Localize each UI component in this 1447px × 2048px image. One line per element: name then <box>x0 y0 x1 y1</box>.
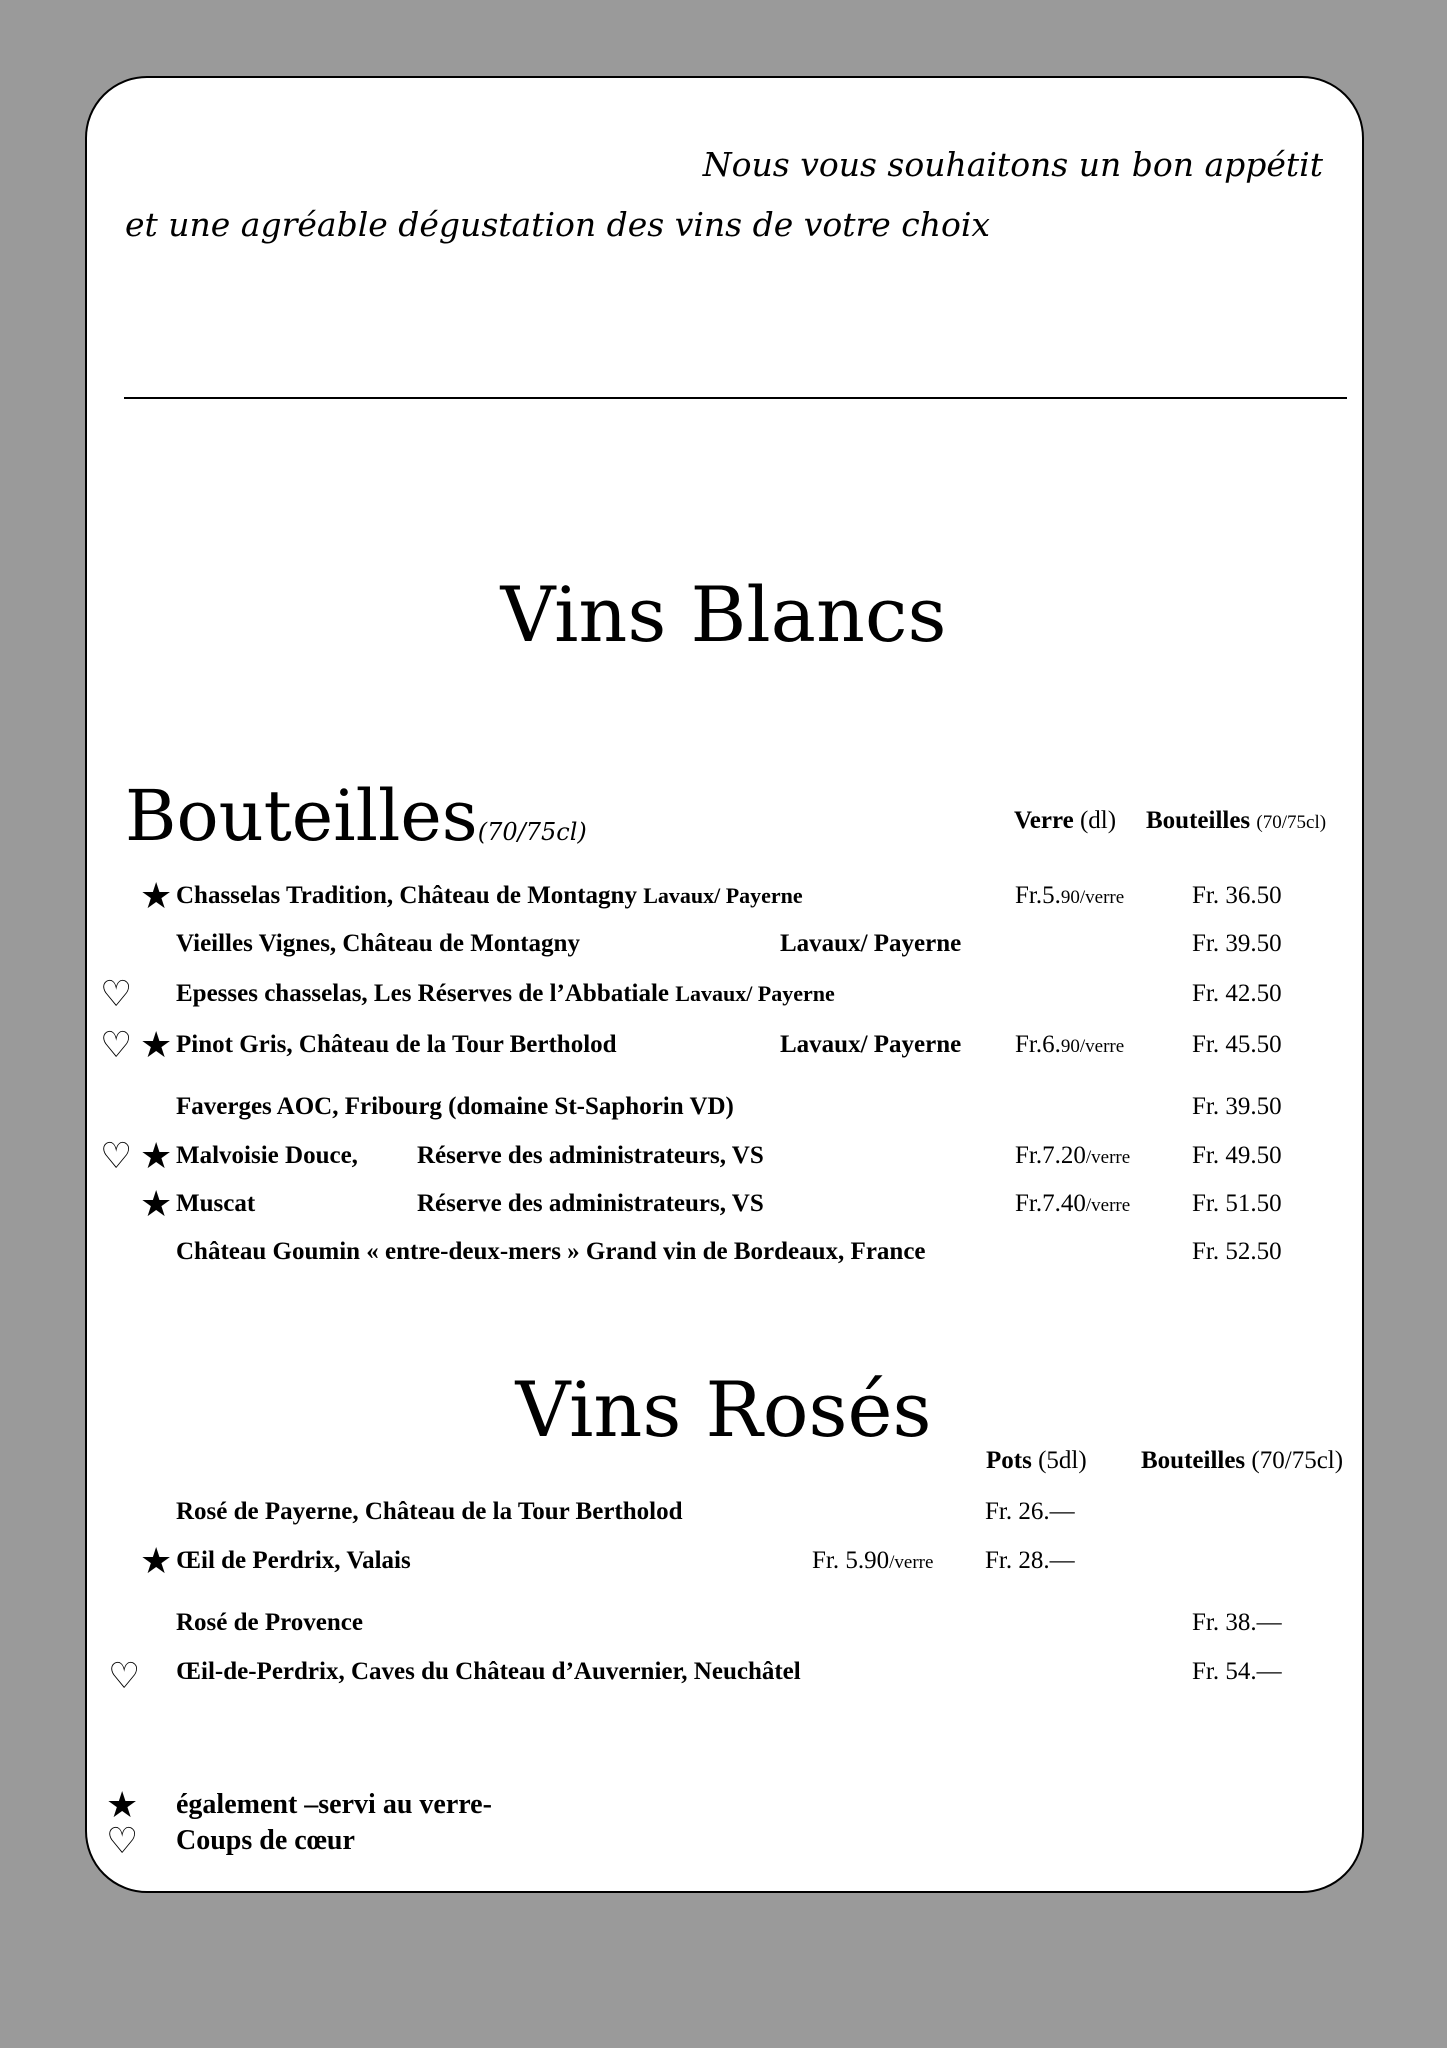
verre-price <box>812 1546 933 1578</box>
verre-price-main: Fr.6. <box>1015 1031 1061 1058</box>
bouteilles-heading <box>125 775 587 857</box>
wine-name: Muscat <box>176 1190 256 1217</box>
header-line-2: et une agréable dégustation des vins de votre choix <box>125 205 991 244</box>
wine-name: Œil-de-Perdrix, Caves du Château d’Auvernier, Neuchâtel <box>176 1658 801 1685</box>
col-bouteilles-unit: (70/75cl) <box>1256 812 1327 833</box>
header-line-1: Nous vous souhaitons un bon appétit <box>702 145 1323 184</box>
star-icon: ★ <box>140 1541 173 1581</box>
divider <box>124 397 1347 399</box>
verre-price <box>1015 1189 1130 1221</box>
verre-price-unit: 90/verre <box>1060 1036 1125 1057</box>
verre-price-unit: /verre <box>1085 1147 1131 1168</box>
bottle-price: Fr. 51.50 <box>1192 1190 1282 1217</box>
wine-name: Vieilles Vignes, Château de Montagny <box>176 930 580 957</box>
bottle-price: Fr. 54.— <box>1192 1658 1282 1685</box>
verre-price-main: Fr.7.20 <box>1015 1142 1086 1169</box>
wine-origin: Lavaux/ Payerne <box>675 981 835 1006</box>
legend-star-label: également –servi au verre- <box>176 1789 492 1820</box>
wine-name <box>176 979 835 1009</box>
wine-origin: Lavaux/ Payerne <box>780 930 962 957</box>
heart-icon: ♡ <box>100 974 133 1014</box>
heart-icon: ♡ <box>100 1025 133 1065</box>
col-header-verre <box>1014 806 1116 836</box>
star-icon: ★ <box>106 1785 139 1825</box>
verre-price-main: Fr.7.40 <box>1015 1190 1086 1217</box>
col-verre-unit: (dl) <box>1079 807 1117 834</box>
bouteilles-heading-note: (70/75cl) <box>477 818 587 846</box>
section-title-roses: Vins Rosés <box>515 1365 932 1454</box>
col-header-bouteilles <box>1146 806 1326 838</box>
col-header-pots <box>986 1446 1087 1476</box>
bottle-price: Fr. 52.50 <box>1192 1238 1282 1265</box>
verre-price <box>1015 1030 1124 1062</box>
pot-price: Fr. 28.— <box>985 1547 1075 1574</box>
star-icon: ★ <box>140 1025 173 1065</box>
wine-origin: Lavaux/ Payerne <box>643 883 803 908</box>
bottle-price: Fr. 39.50 <box>1192 930 1282 957</box>
verre-price <box>1015 1141 1130 1173</box>
wine-origin: Réserve des administrateurs, VS <box>417 1190 764 1217</box>
verre-price <box>1015 881 1124 913</box>
bottle-price: Fr. 38.— <box>1192 1609 1282 1636</box>
bouteilles-heading-text: Bouteilles <box>125 775 478 857</box>
verre-price-unit: /verre <box>889 1552 934 1573</box>
wine-name: Château Goumin « entre-deux-mers » Grand vin de Bordeaux, France <box>176 1238 926 1265</box>
star-icon: ★ <box>140 1136 173 1176</box>
bottle-price: Fr. 45.50 <box>1192 1031 1282 1058</box>
bottle-price: Fr. 42.50 <box>1192 980 1282 1007</box>
col-verre-label: Verre <box>1014 807 1074 834</box>
wine-origin: Lavaux/ Payerne <box>780 1031 962 1058</box>
section-title-blancs: Vins Blancs <box>500 570 947 659</box>
wine-name: Œil de Perdrix, Valais <box>176 1547 411 1574</box>
heart-icon: ♡ <box>108 1656 141 1696</box>
wine-name: Rosé de Provence <box>176 1609 363 1636</box>
bottle-price: Fr. 39.50 <box>1192 1093 1282 1120</box>
col-pots-label: Pots <box>986 1447 1032 1474</box>
wine-origin: Réserve des administrateurs, VS <box>417 1142 764 1169</box>
wine-name: Pinot Gris, Château de la Tour Bertholod <box>176 1031 617 1058</box>
col-bouteilles-unit: (70/75cl) <box>1251 1447 1344 1474</box>
verre-price-unit: 90/verre <box>1060 887 1125 908</box>
col-header-bouteilles-roses <box>1141 1446 1343 1476</box>
star-icon: ★ <box>140 1184 173 1224</box>
col-pots-unit: (5dl) <box>1038 1447 1087 1474</box>
wine-name: Rosé de Payerne, Château de la Tour Bertholod <box>176 1498 683 1525</box>
verre-price-unit: /verre <box>1085 1195 1131 1216</box>
pot-price: Fr. 26.— <box>985 1498 1075 1525</box>
verre-price-main: Fr. 5.90 <box>812 1547 890 1574</box>
bottle-price: Fr. 49.50 <box>1192 1142 1282 1169</box>
wine-name-text: Chasselas Tradition, Château de Montagny <box>176 882 637 909</box>
bottle-price: Fr. 36.50 <box>1192 882 1282 909</box>
heart-icon: ♡ <box>100 1136 133 1176</box>
wine-name: Faverges AOC, Fribourg (domaine St-Saphorin VD) <box>176 1093 734 1120</box>
wine-name-text: Epesses chasselas, Les Réserves de l’Abbatiale <box>176 980 670 1007</box>
wine-name <box>176 881 803 911</box>
col-bouteilles-label: Bouteilles <box>1141 1447 1246 1474</box>
legend-heart-label: Coups de cœur <box>176 1825 355 1856</box>
heart-icon: ♡ <box>106 1821 139 1861</box>
wine-name: Malvoisie Douce, <box>176 1142 358 1169</box>
col-bouteilles-label: Bouteilles <box>1146 807 1251 834</box>
star-icon: ★ <box>140 876 173 916</box>
verre-price-main: Fr.5. <box>1015 882 1061 909</box>
